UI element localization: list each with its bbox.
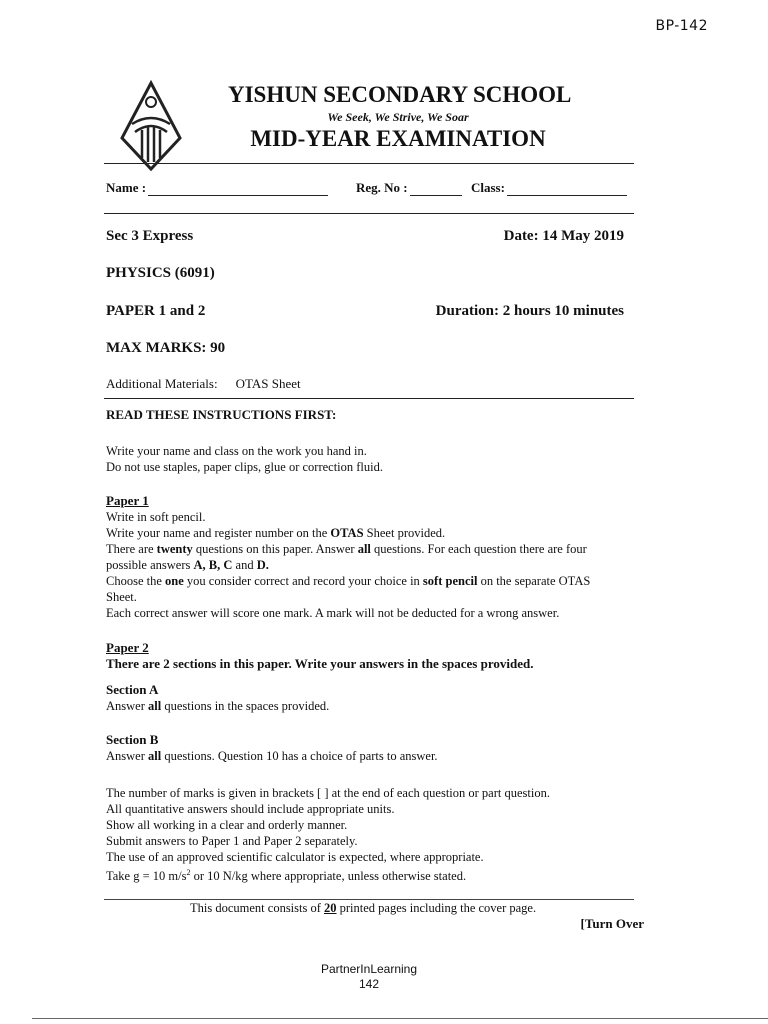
watermark-footer <box>0 962 738 992</box>
instruction-line: Sheet. <box>106 590 137 604</box>
section-a-heading: Section A <box>106 682 159 697</box>
fields-divider <box>104 213 634 214</box>
school-motto: We Seek, We Strive, We Soar <box>327 110 469 124</box>
turn-over-label: [Turn Over <box>580 916 644 931</box>
document-code: BP-142 <box>655 18 708 34</box>
watermark-page: 142 <box>358 977 380 991</box>
paper2-note: There are 2 sections in this paper. Write your answers in the spaces provided. <box>106 656 534 671</box>
paper2-heading: Paper 2 <box>106 640 149 655</box>
class-label: Class: <box>471 180 505 195</box>
general-notes <box>106 785 646 884</box>
materials-label: Additional Materials: <box>106 376 218 391</box>
instruction-line: possible answers A, B, C and D. <box>106 558 269 572</box>
section-b-instructions <box>106 732 646 764</box>
page-count-note: This document consists of 20 printed pages including the cover page. <box>190 901 537 915</box>
footer-divider <box>104 899 634 900</box>
instruction-line: There are twenty questions on this paper. Answer all questions. For each question there are four <box>106 542 587 556</box>
additional-materials <box>106 376 301 392</box>
name-label: Name : <box>106 180 147 195</box>
instruction-line: Do not use staples, paper clips, glue or correction fluid. <box>106 460 384 474</box>
school-name: YISHUN SECONDARY SCHOOL <box>228 82 572 107</box>
instructions-divider <box>104 398 634 399</box>
section-b-heading: Section B <box>106 732 159 747</box>
exam-title: MID-YEAR EXAMINATION <box>250 126 546 151</box>
instructions-heading: READ THESE INSTRUCTIONS FIRST: <box>106 407 337 422</box>
instruction-line: All quantitative answers should include appropriate units. <box>106 802 395 816</box>
instruction-line: Submit answers to Paper 1 and Paper 2 separately. <box>106 834 358 848</box>
instruction-line: Write your name and class on the work you hand in. <box>106 444 367 458</box>
general-instructions <box>106 443 646 475</box>
exam-date: Date: 14 May 2019 <box>503 228 624 244</box>
instruction-line: Write in soft pencil. <box>106 510 206 524</box>
reg-no-label: Reg. No : <box>356 180 408 195</box>
paper2-instructions <box>106 640 646 672</box>
school-crest-logo <box>118 80 184 172</box>
header-divider <box>104 163 634 164</box>
reg-no-field[interactable] <box>356 180 462 196</box>
instruction-line: The use of an approved scientific calculator is expected, where appropriate. <box>106 850 484 864</box>
paper1-heading: Paper 1 <box>106 493 149 508</box>
paper-title: PAPER 1 and 2 <box>106 303 206 319</box>
section-a-instructions <box>106 682 646 714</box>
subject-title: PHYSICS (6091) <box>106 265 215 281</box>
level-text: Sec 3 Express <box>106 228 194 244</box>
instruction-line: Answer all questions in the spaces provided. <box>106 699 330 713</box>
instruction-line: The number of marks is given in brackets [ ] at the end of each question or part question. <box>106 786 550 800</box>
class-field[interactable] <box>471 180 627 196</box>
max-marks: MAX MARKS: 90 <box>106 340 226 356</box>
instruction-line: Choose the one you consider correct and record your choice in soft pencil on the separate OTAS <box>106 574 591 588</box>
instruction-line: Take g = 10 $m/s^2$ or 10 N/kg where appropriate, unless otherwise stated. <box>106 868 467 884</box>
name-blank[interactable] <box>148 182 328 196</box>
paper1-instructions <box>106 493 646 621</box>
watermark-line: PartnerInLearning <box>320 962 418 976</box>
reg-no-blank[interactable] <box>410 182 462 196</box>
page-bottom-line <box>32 1018 768 1019</box>
instruction-line: Answer all questions. Question 10 has a choice of parts to answer. <box>106 749 438 763</box>
class-blank[interactable] <box>507 182 627 196</box>
instruction-line: Write your name and register number on the OTAS Sheet provided. <box>106 526 446 540</box>
materials-value: OTAS Sheet <box>235 376 301 391</box>
name-field[interactable] <box>106 180 328 196</box>
instruction-line: Show all working in a clear and orderly manner. <box>106 818 348 832</box>
instruction-line: Each correct answer will score one mark. A mark will not be deducted for a wrong answer. <box>106 606 560 620</box>
duration-text: Duration: 2 hours 10 minutes <box>435 303 624 319</box>
